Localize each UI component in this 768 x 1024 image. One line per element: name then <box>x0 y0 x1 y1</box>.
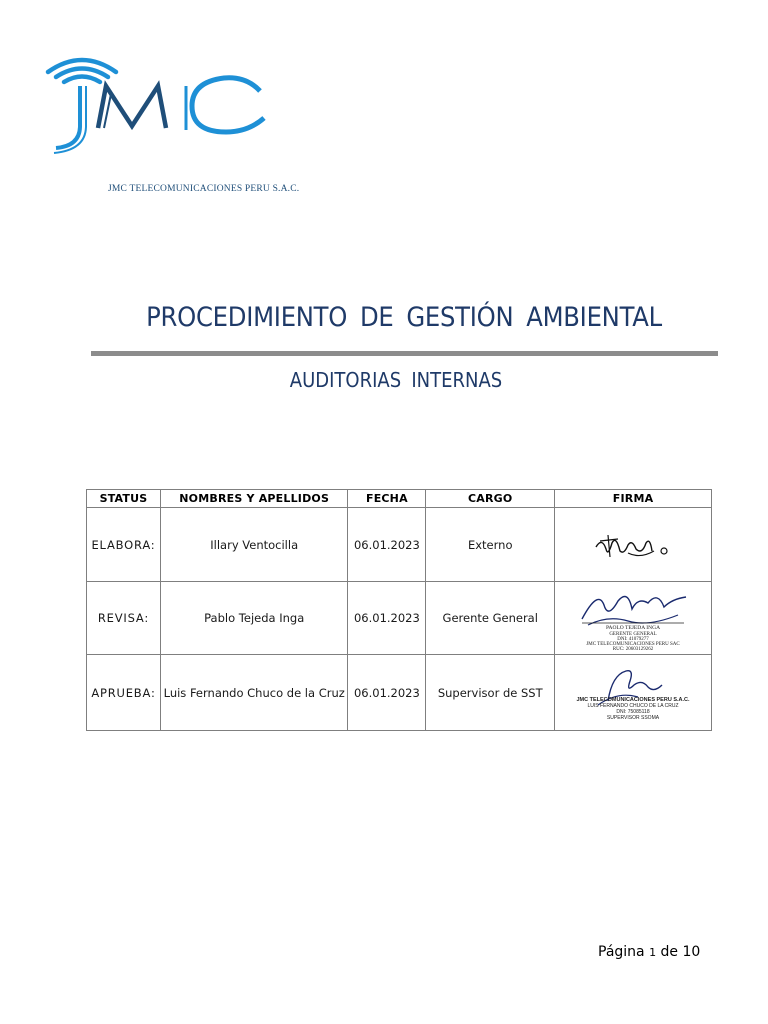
company-logo <box>34 46 300 194</box>
signature-cell <box>555 508 712 582</box>
svg-text:JMC TELECOMUNICACIONES PERU SA: JMC TELECOMUNICACIONES PERU SAC <box>586 642 680 647</box>
signature-aprueba-icon <box>568 661 698 725</box>
page-total: 10 <box>682 944 701 960</box>
svg-text:RUC: 20603129262: RUC: 20603129262 <box>612 647 654 651</box>
name-cell: Pablo Tejeda Inga <box>160 582 347 655</box>
header-status: STATUS <box>87 490 161 508</box>
page-current: 1 <box>649 946 657 959</box>
company-name: JMC TELECOMUNICACIONES PERU S.A.C. <box>108 184 300 194</box>
date-cell: 06.01.2023 <box>348 508 426 582</box>
jmc-logo-icon <box>34 46 274 156</box>
title-divider <box>91 351 718 356</box>
svg-text:JMC TELECOMUNICACIONES PERU S.: JMC TELECOMUNICACIONES PERU S.A.C. <box>576 696 690 703</box>
header-names: NOMBRES Y APELLIDOS <box>160 490 347 508</box>
status-cell: REVISA: <box>87 582 161 655</box>
signature-revisa-icon <box>568 585 698 651</box>
document-title: PROCEDIMIENTO DE GESTIÓN AMBIENTAL <box>146 302 662 333</box>
table-row <box>87 655 712 731</box>
header-signature: FIRMA <box>555 490 712 508</box>
status-cell: APRUEBA: <box>87 655 161 731</box>
role-cell: Gerente General <box>426 582 555 655</box>
name-cell: Luis Fernando Chuco de la Cruz <box>160 655 347 731</box>
approval-table <box>86 489 712 731</box>
table-row <box>87 508 712 582</box>
page-label: Página <box>598 944 645 960</box>
svg-text:GERENTE GENERAL: GERENTE GENERAL <box>609 632 657 637</box>
name-cell: Illary Ventocilla <box>160 508 347 582</box>
svg-text:DNI: 41079277: DNI: 41079277 <box>617 637 649 642</box>
table-row <box>87 582 712 655</box>
svg-text:SUPERVISOR SSOMA: SUPERVISOR SSOMA <box>606 714 660 721</box>
role-cell: Externo <box>426 508 555 582</box>
status-cell: ELABORA: <box>87 508 161 582</box>
svg-text:PAOLO TEJEDA INGA: PAOLO TEJEDA INGA <box>605 625 661 631</box>
header-role: CARGO <box>426 490 555 508</box>
page-number <box>598 944 700 960</box>
signature-cell <box>555 582 712 655</box>
table-header-row <box>87 490 712 508</box>
date-cell: 06.01.2023 <box>348 655 426 731</box>
header-date: FECHA <box>348 490 426 508</box>
role-cell: Supervisor de SST <box>426 655 555 731</box>
signature-cell <box>555 655 712 731</box>
date-cell: 06.01.2023 <box>348 582 426 655</box>
svg-text:DNI: 75085118: DNI: 75085118 <box>616 708 650 715</box>
page-of: de <box>660 944 679 960</box>
svg-text:LUIS FERNANDO CHUCO DE LA CRUZ: LUIS FERNANDO CHUCO DE LA CRUZ <box>587 702 679 709</box>
document-subtitle: AUDITORIAS INTERNAS <box>289 368 503 392</box>
signature-elabora-icon <box>588 525 678 565</box>
